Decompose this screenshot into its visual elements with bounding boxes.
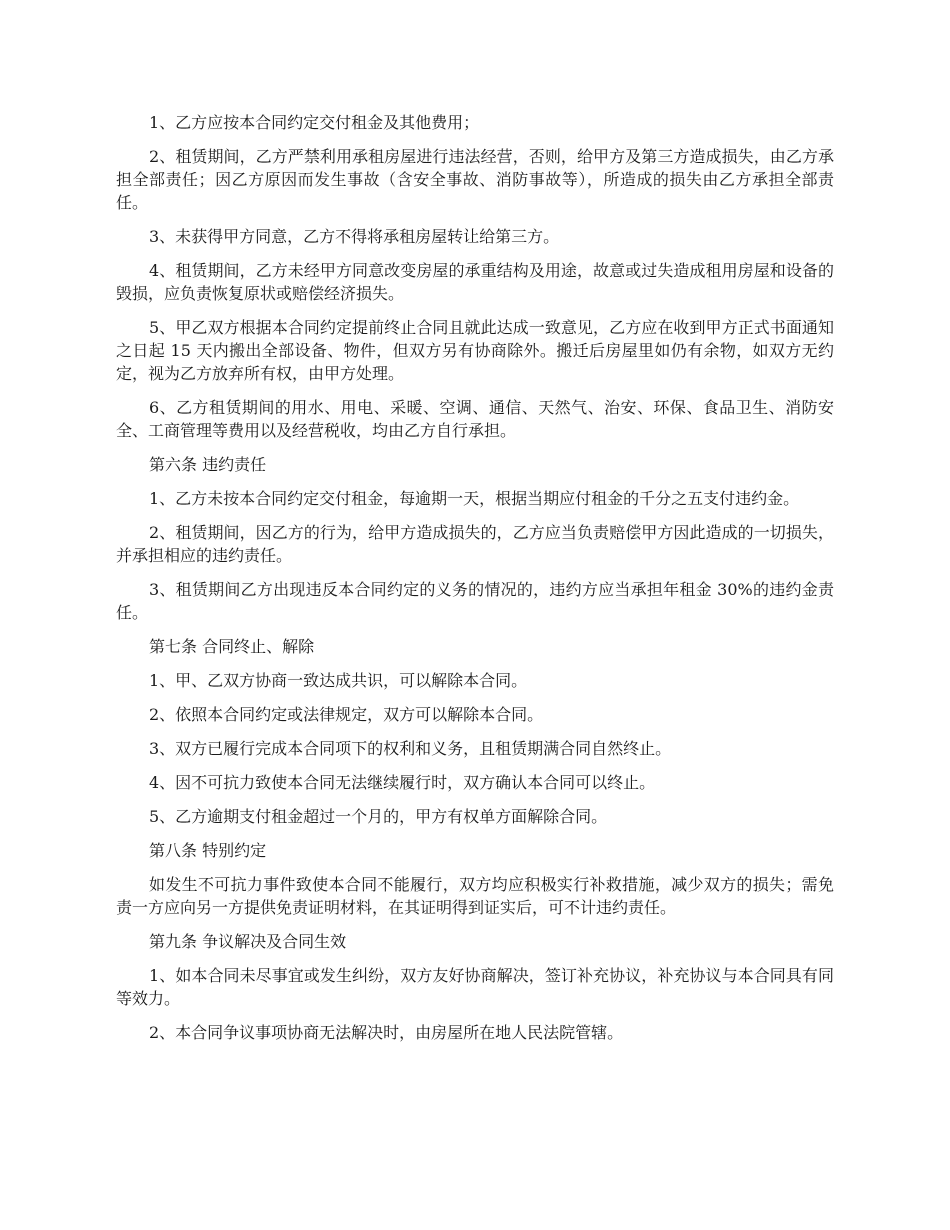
clause-paragraph: 2、依照本合同约定或法律规定，双方可以解除本合同。 — [149, 705, 544, 724]
section-heading: 第六条 违约责任 — [149, 455, 267, 474]
clause-paragraph: 2、本合同争议事项协商无法解决时，由房屋所在地人民法院管辖。 — [149, 1023, 624, 1042]
clause-paragraph: 1、甲、乙双方协商一致达成共识，可以解除本合同。 — [149, 671, 528, 690]
clause-paragraph: 如发生不可抗力事件致使本合同不能履行，双方均应积极实行补救措施，减少双方的损失；需免责一方应向另一方提供免责证明材料，在其证明得到证实后，可不计违约责任。 — [116, 875, 834, 917]
clause-paragraph: 4、因不可抗力致使本合同无法继续履行时，双方确认本合同可以终止。 — [149, 773, 656, 792]
clause-paragraph: 5、甲乙双方根据本合同约定提前终止合同且就此达成一致意见，乙方应在收到甲方正式书面通知之日起 15 天内搬出全部设备、物件，但双方另有协商除外。搬迁后房屋里如仍有余物，如双方无约定，视为乙方放弃所有权，由甲方处理。 — [116, 318, 834, 383]
section-heading: 第七条 合同终止、解除 — [149, 637, 315, 656]
section-heading: 第八条 特别约定 — [149, 841, 267, 860]
clause-paragraph: 3、双方已履行完成本合同项下的权利和义务，且租赁期满合同自然终止。 — [149, 739, 672, 758]
section-heading: 第九条 争议解决及合同生效 — [149, 932, 347, 951]
clause-paragraph: 3、未获得甲方同意，乙方不得将承租房屋转让给第三方。 — [149, 227, 560, 246]
document-body — [116, 111, 834, 1055]
clause-paragraph: 4、租赁期间，乙方未经甲方同意改变房屋的承重结构及用途，故意或过失造成租用房屋和设备的毁损，应负责恢复原状或赔偿经济损失。 — [116, 261, 834, 303]
clause-paragraph: 2、租赁期间，乙方严禁利用承租房屋进行违法经营，否则，给甲方及第三方造成损失，由乙方承担全部责任；因乙方原因而发生事故（含安全事故、消防事故等），所造成的损失由乙方承担全部责任。 — [116, 147, 834, 212]
clause-paragraph: 6、乙方租赁期间的用水、用电、采暖、空调、通信、天然气、治安、环保、食品卫生、消防安全、工商管理等费用以及经营税收，均由乙方自行承担。 — [116, 398, 834, 440]
clause-paragraph: 2、租赁期间，因乙方的行为，给甲方造成损失的，乙方应当负责赔偿甲方因此造成的一切损失，并承担相应的违约责任。 — [116, 523, 834, 565]
clause-paragraph: 1、如本合同未尽事宜或发生纠纷，双方友好协商解决，签订补充协议，补充协议与本合同具有同等效力。 — [116, 966, 834, 1008]
clause-paragraph: 1、乙方应按本合同约定交付租金及其他费用； — [149, 113, 480, 132]
clause-paragraph: 1、乙方未按本合同约定交付租金，每逾期一天，根据当期应付租金的千分之五支付违约金。 — [149, 489, 800, 508]
clause-paragraph: 3、租赁期间乙方出现违反本合同约定的义务的情况的，违约方应当承担年租金 30%的违约金责任。 — [116, 580, 834, 622]
clause-paragraph: 5、乙方逾期支付租金超过一个月的，甲方有权单方面解除合同。 — [149, 807, 608, 826]
